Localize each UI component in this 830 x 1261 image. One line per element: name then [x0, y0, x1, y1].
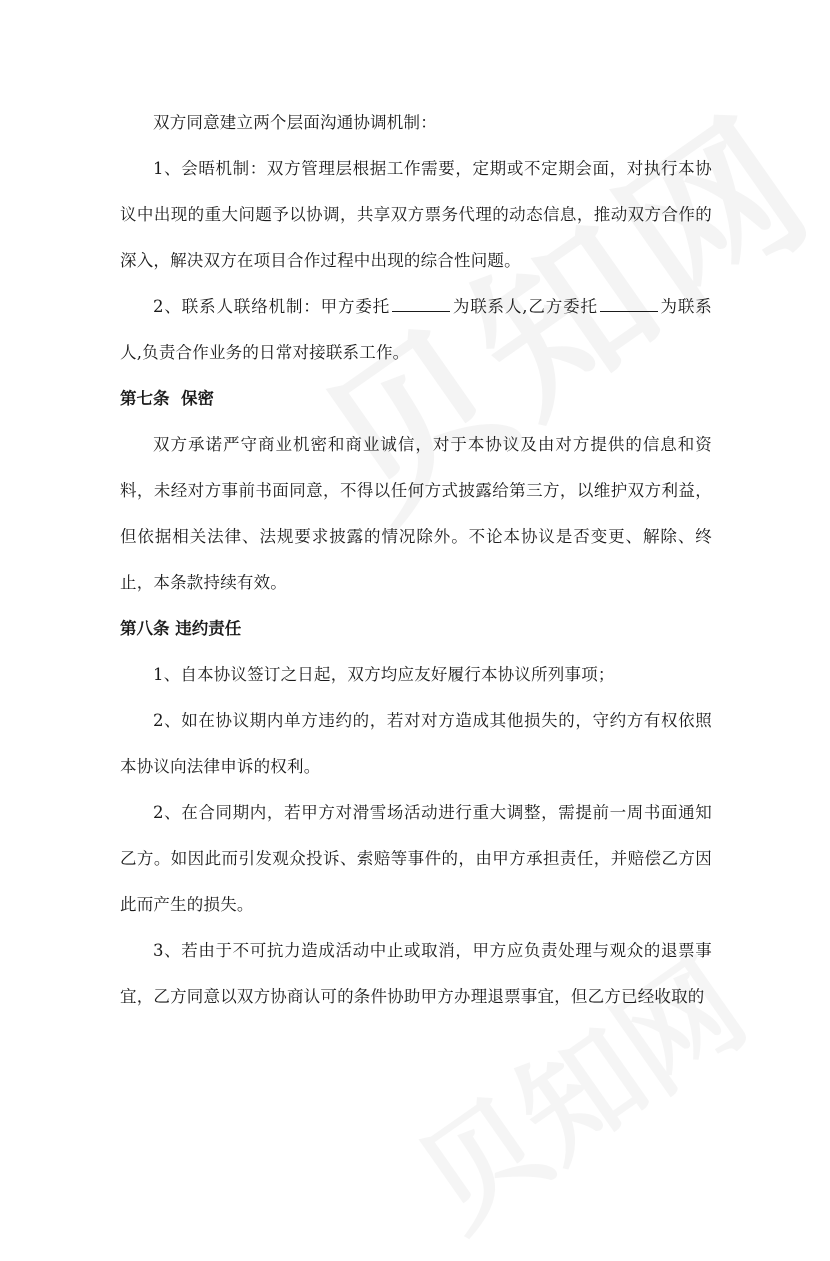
paragraph-intro: 双方同意建立两个层面沟通协调机制：: [153, 113, 437, 132]
paragraph-meeting-mechanism: 1、会晤机制：双方管理层根据工作需要，定期或不定期会面，对执行本协议中出现的重大问题予以协调，共享双方票务代理的动态信息，推动双方合作的深入，解决双方在项目合作过程中出现的综合性问题。: [120, 159, 712, 270]
paragraph-confidentiality: 双方承诺严守商业机密和商业诚信，对于本协议及由对方提供的信息和资料，未经对方事前书面同意，不得以任何方式披露给第三方，以维护双方利益，但依据相关法律、法规要求披露的情况除外。不论本协议是否变更、解除、终止，本条款持续有效。: [120, 435, 712, 592]
contact-text-a: 2、联系人联络机制：甲方委托: [153, 297, 391, 316]
party-a-contact-blank: [392, 297, 450, 312]
paragraph-liability-2: 2、如在协议期内单方违约的，若对对方造成其他损失的，守约方有权依照本协议向法律申诉的权利。: [120, 711, 712, 776]
paragraph-liability-1: 1、自本协议签订之日起，双方均应友好履行本协议所列事项；: [153, 665, 615, 684]
paragraph-contact-mechanism: [120, 284, 712, 376]
article-7-heading: 第七条 保密: [120, 389, 214, 408]
paragraph-liability-3: 2、在合同期内，若甲方对滑雪场活动进行重大调整，需提前一周书面通知乙方。如因此而引发观众投诉、索赔等事件的，由甲方承担责任，并赔偿乙方因此而产生的损失。: [120, 803, 712, 914]
article-8-heading: 第八条 违约责任: [120, 619, 242, 638]
party-b-contact-blank: [600, 297, 658, 312]
contact-text-b: 为联系人,乙方委托: [452, 297, 598, 316]
contact-text-c: 为联系人,负责合作业务的日常对接联系工作。: [120, 297, 712, 362]
paragraph-liability-4: 3、若由于不可抗力造成活动中止或取消，甲方应负责处理与观众的退票事宜，乙方同意以双方协商认可的条件协助甲方办理退票事宜，但乙方已经收取的: [120, 941, 712, 1006]
document-body: [120, 100, 712, 1020]
